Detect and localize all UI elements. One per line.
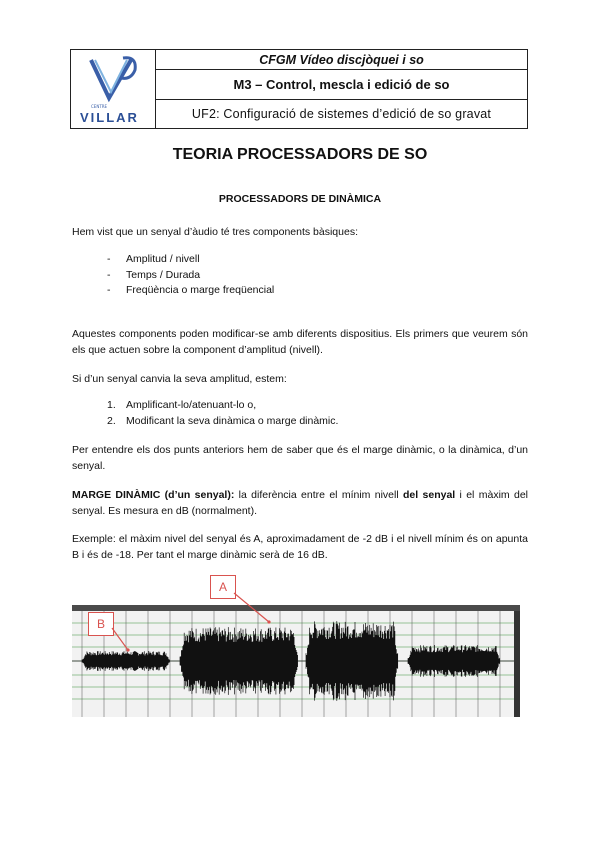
intro-paragraph: Hem vist que un senyal d’àudio té tres components bàsiques: bbox=[72, 226, 358, 238]
example-paragraph: Exemple: el màxim nivel del senyal és A, aproximadament de -2 dB i el nivell mínim és on apunta B i és de -18. Per tant el marge dinàmic serà de 16 dB. bbox=[72, 533, 528, 561]
definition-paragraph: MARGE DINÀMIC (d’un senyal): la diferència entre el mínim nivell del senyal i el màxim del senyal. Es mesura en dB (normalment). bbox=[72, 489, 528, 517]
list-item: - Amplitud / nivell bbox=[107, 253, 200, 265]
label-b: B bbox=[88, 612, 114, 636]
modify-paragraph: Aquestes components poden modificar-se amb diferents dispositius. Els primers que veurem són els que actuen sobre la component d’amplitud (nivell). bbox=[72, 328, 528, 356]
if-paragraph: Si d’un senyal canvia la seva amplitud, estem: bbox=[72, 373, 287, 385]
unit-name: UF2: Configuració de sistemes d’edició de so gravat bbox=[191, 106, 492, 121]
list-item: - Freqüència o marge freqüencial bbox=[107, 284, 275, 296]
section-title: PROCESSADORS DE DINÀMICA bbox=[218, 193, 382, 205]
list-item: - Temps / Durada bbox=[107, 268, 201, 281]
list-item: 1. Amplificant-lo/atenuant-lo o, bbox=[107, 399, 257, 411]
logo-small-text: CENTRE bbox=[91, 104, 108, 109]
definition-bold: del senyal bbox=[403, 489, 456, 501]
list-item: 2. Modificant la seva dinàmica o marge dinàmic. bbox=[107, 414, 339, 427]
module-name: M3 – Control, mescla i edició de so bbox=[156, 70, 527, 99]
logo-name: VILLAR bbox=[80, 110, 139, 125]
course-name: CFGM Vídeo discjòquei i so bbox=[156, 50, 527, 70]
arrow-a bbox=[234, 593, 269, 622]
label-a: A bbox=[210, 575, 236, 599]
document-title: TEORIA PROCESSADORS DE SO bbox=[172, 146, 428, 163]
understand-paragraph: Per entendre els dos punts anteriors hem de saber que és el marge dinàmic, o la dinàmica, d’un senyal. bbox=[72, 444, 528, 472]
definition-term: MARGE DINÀMIC (d’un senyal): bbox=[72, 489, 235, 501]
arrow-b bbox=[112, 628, 128, 650]
